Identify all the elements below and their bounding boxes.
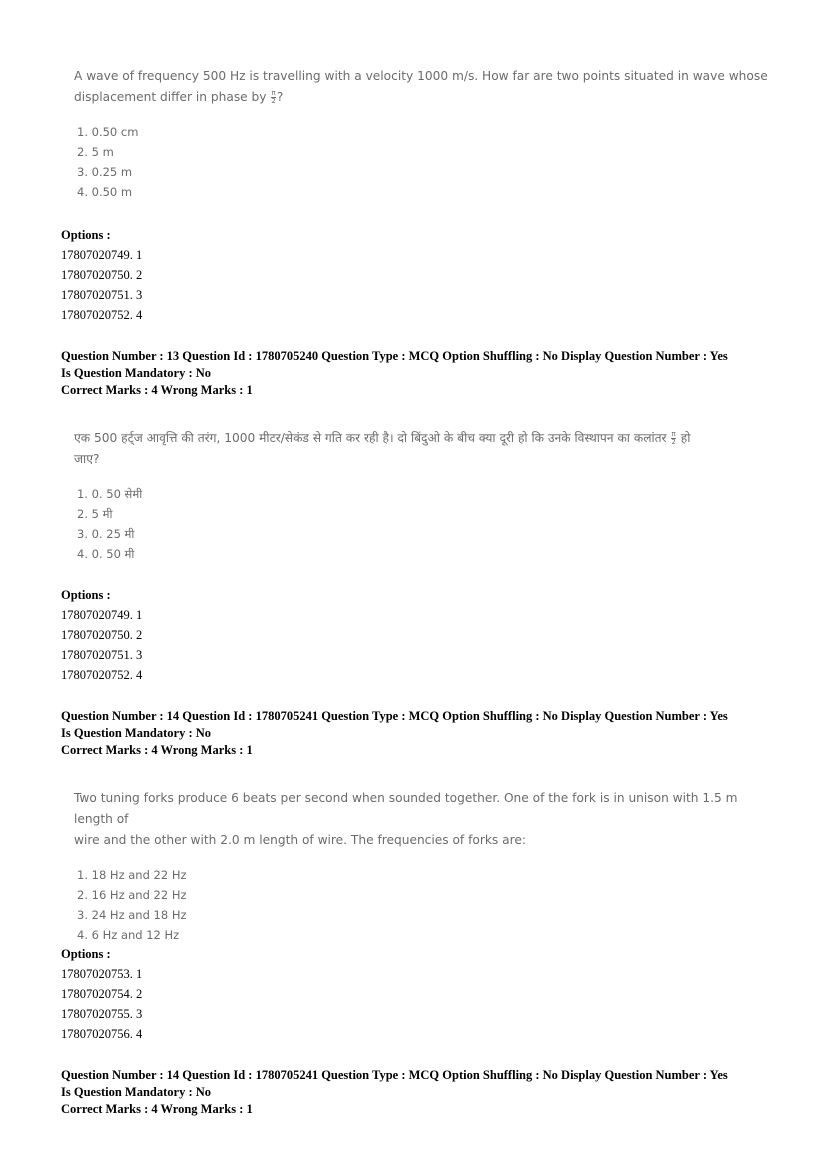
choice-item: 2. 16 Hz and 22 Hz [77,888,187,902]
options-block-1 [61,225,142,325]
question-line: wire and the other with 2.0 m length of wire. The frequencies of forks are: [74,833,526,847]
choice-item: 4. 0.50 m [77,185,133,199]
phase-fraction: $\frac{\pi}{2}$ [271,89,276,105]
question-choices [74,484,774,564]
choice-item: 4. 0. 50 मी [77,547,135,561]
meta-line: Question Number : 14 Question Id : 1780705241 Question Type : MCQ Option Shuffling : No Display Question Number : Yes [61,1068,728,1082]
question-text [74,788,774,851]
choice-item: 2. 5 m [77,145,114,159]
question-choices [74,122,774,202]
question-image-1 [74,66,774,202]
option-id-row: 17807020752. 4 [61,668,143,682]
meta-line: Correct Marks : 4 Wrong Marks : 1 [61,743,253,757]
choice-item: 2. 5 मी [77,507,113,521]
option-id-row: 17807020749. 1 [61,248,143,262]
question-line: एक 500 हर्ट्ज आवृत्ति की तरंग, 1000 मीटर/सेकंड से गति कर रही है। दो बिंदुओ के बीच क्या दूरी हो कि उनके विस्थापन का कलांतर [74,431,671,445]
options-heading: Options : [61,947,111,961]
options-heading: Options : [61,588,111,602]
question-meta-14b [61,1067,781,1118]
question-line: Two tuning forks produce 6 beats per second when sounded together. One of the fork is in unison with 1.5 m length of [74,791,738,826]
meta-line: Is Question Mandatory : No [61,366,212,380]
question-text: एक 500 हर्ट्ज आवृत्ति की तरंग, 1000 मीटर/सेकंड से गति कर रही है। दो बिंदुओ के बीच क्या दूरी हो कि उनके विस्थापन का कलांतर $\frac{\pi}{2}$ हो जाए? [74,430,691,466]
question-meta-14a [61,708,781,759]
meta-line: Question Number : 14 Question Id : 1780705241 Question Type : MCQ Option Shuffling : No Display Question Number : Yes [61,709,728,723]
choice-item: 3. 0.25 m [77,165,133,179]
question-meta-13 [61,348,781,399]
options-block-2 [61,585,142,685]
meta-line: Is Question Mandatory : No [61,726,212,740]
question-image-2 [74,428,774,564]
option-id-row: 17807020753. 1 [61,967,143,981]
choice-item: 1. 18 Hz and 22 Hz [77,868,187,882]
option-id-row: 17807020749. 1 [61,608,143,622]
question-line: जाए? [74,452,100,466]
meta-line: Question Number : 13 Question Id : 1780705240 Question Type : MCQ Option Shuffling : No Display Question Number : Yes [61,349,728,363]
meta-line: Correct Marks : 4 Wrong Marks : 1 [61,1102,253,1116]
choice-item: 3. 24 Hz and 18 Hz [77,908,187,922]
meta-line: Correct Marks : 4 Wrong Marks : 1 [61,383,253,397]
question-text: A wave of frequency 500 Hz is travelling with a velocity 1000 m/s. How far are two points situated in wave whose displacement differ in phase by $\frac{\pi}{2}$ ? [74,69,768,105]
phase-fraction: $\frac{\pi}{2}$ [671,430,676,446]
choice-item: 4. 6 Hz and 12 Hz [77,928,180,942]
choice-item: 3. 0. 25 मी [77,527,135,541]
question-line: A wave of frequency 500 Hz is travelling with a velocity 1000 m/s. How far are two points situated in wave whose [74,69,768,83]
question-choices [74,865,774,945]
option-id-row: 17807020756. 4 [61,1027,143,1041]
options-block-3 [61,944,142,1044]
question-line: displacement differ in phase by [74,90,271,104]
option-id-row: 17807020750. 2 [61,268,143,282]
option-id-row: 17807020755. 3 [61,1007,143,1021]
options-heading: Options : [61,228,111,242]
option-id-row: 17807020754. 2 [61,987,143,1001]
option-id-row: 17807020750. 2 [61,628,143,642]
question-image-3 [74,788,774,945]
meta-line: Is Question Mandatory : No [61,1085,212,1099]
choice-item: 1. 0.50 cm [77,125,139,139]
choice-item: 1. 0. 50 सेमी [77,487,143,501]
option-id-row: 17807020751. 3 [61,288,143,302]
option-id-row: 17807020751. 3 [61,648,143,662]
option-id-row: 17807020752. 4 [61,308,143,322]
